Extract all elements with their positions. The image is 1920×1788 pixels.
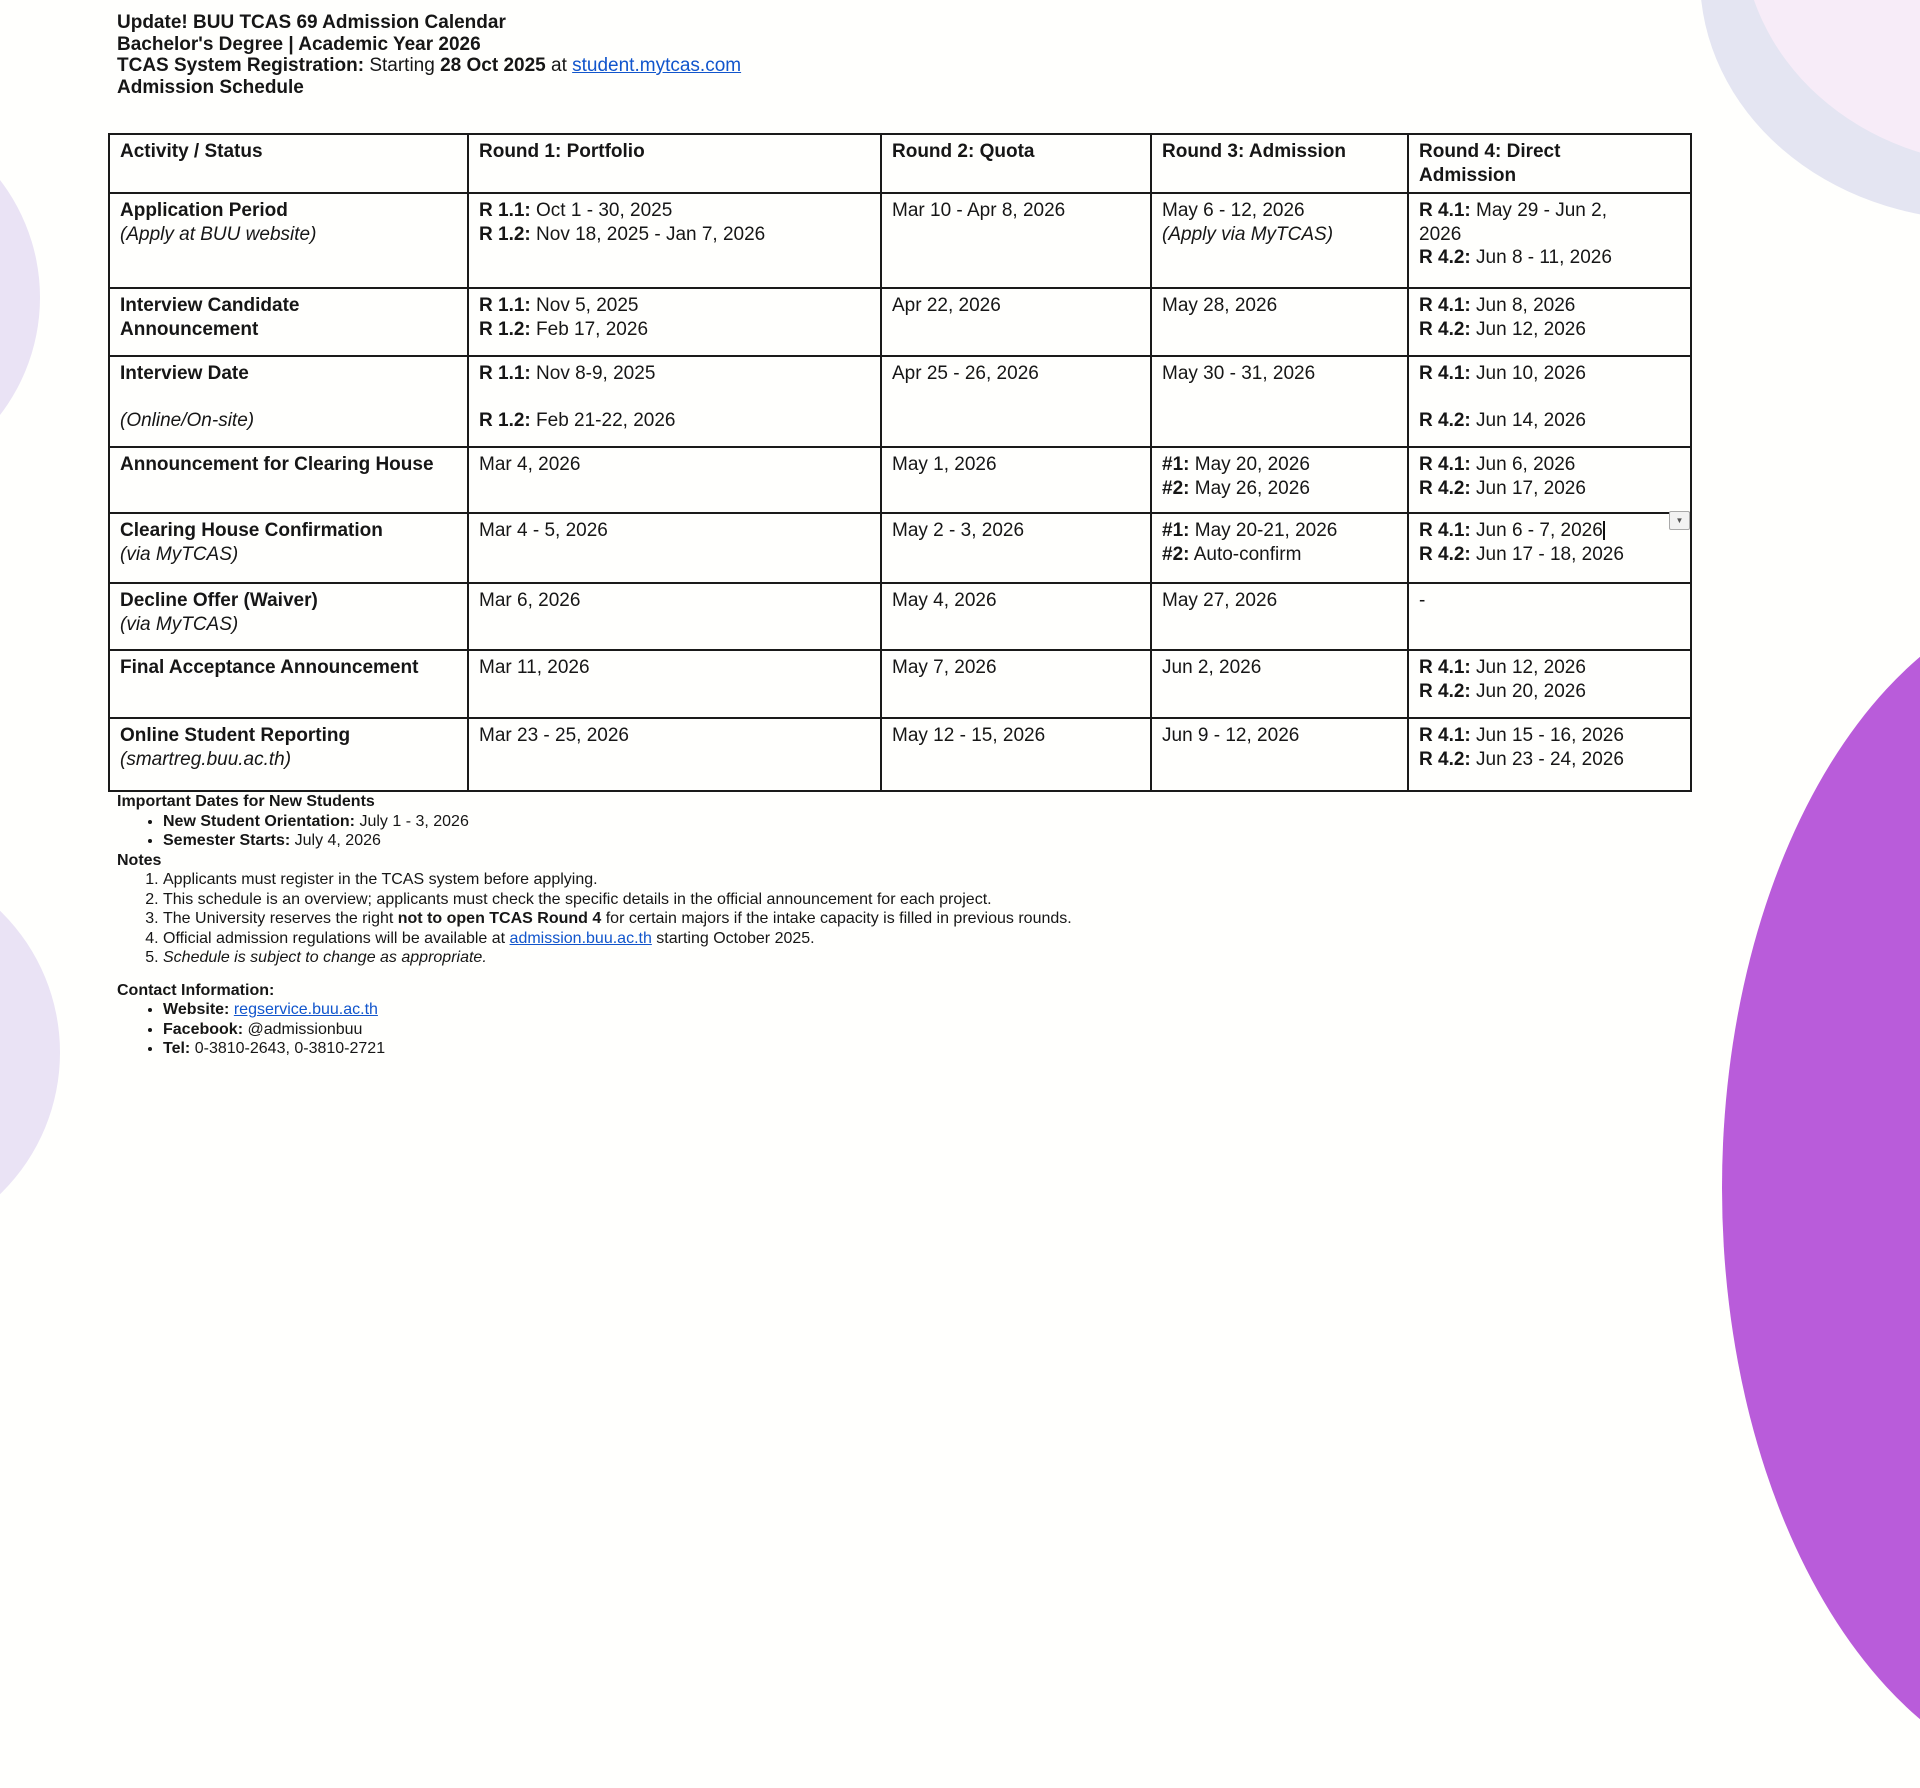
- important-date-item: • Semester Starts: July 4, 2026: [163, 831, 1072, 851]
- table-cell[interactable]: [1151, 583, 1408, 650]
- text-run: Jun 14, 2026: [1470, 410, 1586, 431]
- text-run: 0-3810-2643, 0-3810-2721: [194, 1040, 386, 1057]
- text-run: starting October 2025.: [651, 929, 815, 947]
- text-run: R 4.1:: [1419, 454, 1471, 475]
- cell-line: [1162, 519, 1397, 543]
- text-run: May 27, 2026: [1162, 590, 1278, 611]
- cell-line: [479, 386, 870, 410]
- cell-line: [1162, 199, 1397, 223]
- cell-line: [479, 589, 870, 613]
- note-item: [163, 870, 1072, 890]
- cell-line: [1162, 589, 1397, 613]
- text-run: May 6 - 12, 2026: [1162, 200, 1305, 221]
- cell-line: [120, 519, 457, 543]
- text-run: Final Acceptance Announcement: [120, 657, 419, 678]
- cell-line: [120, 613, 457, 637]
- text-run: The University reserves the right: [163, 910, 398, 927]
- text-run: R 4.2:: [1419, 318, 1471, 340]
- cell-line: [892, 519, 1140, 543]
- cell-line: [892, 453, 1140, 477]
- text-run: Auto-confirm: [1189, 543, 1302, 565]
- text-run: May 1, 2026: [892, 454, 997, 475]
- cell-line: [1419, 409, 1680, 433]
- column-header[interactable]: [881, 134, 1151, 193]
- text-run: Jun 12, 2026: [1470, 318, 1586, 340]
- text-run: Admission: [1419, 164, 1517, 186]
- text-cursor: [1603, 521, 1605, 540]
- cell-line: [479, 294, 870, 318]
- text-run: R 4.1:: [1419, 520, 1471, 541]
- item-label: Semester Starts:: [163, 832, 291, 849]
- contact-item: [163, 1000, 1072, 1020]
- cell-line: [479, 656, 870, 680]
- important-dates-list: [117, 812, 1072, 851]
- cell-line: [892, 362, 1140, 386]
- text-run: Round 3: Admission: [1162, 141, 1347, 162]
- text-run: Jun 10, 2026: [1470, 363, 1586, 384]
- cell-line: [479, 519, 870, 543]
- text-run: (via MyTCAS): [120, 543, 239, 565]
- registration-date: 28 Oct 2025: [440, 55, 546, 76]
- cell-line: [1419, 140, 1680, 164]
- text-run: Round 1: Portfolio: [479, 141, 645, 162]
- cell-line: [120, 453, 457, 477]
- table-cell[interactable]: [468, 513, 881, 583]
- text-run: Round 2: Quota: [892, 141, 1035, 162]
- cell-line: [1419, 543, 1680, 567]
- cell-line: [1419, 589, 1680, 613]
- table-cell[interactable]: [1151, 718, 1408, 791]
- chevron-down-icon: ▼: [1675, 516, 1684, 525]
- link[interactable]: regservice.buu.ac.th: [233, 1001, 378, 1018]
- note-item: [163, 948, 1072, 968]
- text-run: @admissionbuu: [247, 1020, 363, 1038]
- text-run: R 1.1:: [479, 295, 531, 316]
- cell-line: [479, 724, 870, 748]
- cell-line: [1162, 223, 1397, 247]
- text-run: R 4.1:: [1419, 295, 1471, 316]
- text-run: (smartreg.buu.ac.th): [120, 748, 292, 770]
- cell-line: [1419, 362, 1680, 386]
- table-cell[interactable]: [881, 447, 1151, 513]
- cell-line: [1419, 164, 1680, 188]
- text-run: Nov 18, 2025 - Jan 7, 2026: [530, 223, 766, 245]
- cell-line: [1162, 140, 1397, 164]
- doc-title: Update! BUU TCAS 69 Admission Calendar: [117, 12, 506, 33]
- table-cell[interactable]: [1408, 356, 1691, 447]
- text-run: Mar 4, 2026: [479, 454, 581, 475]
- text-run: Jun 17 - 18, 2026: [1470, 543, 1624, 565]
- text-run: R 1.1:: [479, 363, 531, 384]
- schedule-heading: Admission Schedule: [117, 76, 304, 98]
- cell-line: [120, 223, 457, 247]
- table-cell[interactable]: [109, 193, 468, 288]
- table-row: [109, 356, 1691, 447]
- table-row: [109, 513, 1691, 583]
- table-row: [109, 650, 1691, 718]
- cell-line: [479, 362, 870, 386]
- text-run: Interview Date: [120, 363, 249, 384]
- text-run: Application Period: [120, 200, 288, 221]
- mytcas-link[interactable]: student.mytcas.com: [572, 55, 742, 76]
- table-row: [109, 583, 1691, 650]
- text-run: #1:: [1162, 454, 1190, 475]
- text-run: for certain majors if the intake capacity is filled in previous rounds.: [601, 910, 1072, 927]
- text-run: R 1.2:: [479, 410, 531, 431]
- text-run: not to open TCAS Round 4: [397, 910, 602, 927]
- cell-line: [1162, 477, 1397, 501]
- item-label: Tel:: [163, 1040, 191, 1057]
- cell-line: [1419, 656, 1680, 680]
- table-cell[interactable]: [881, 513, 1151, 583]
- cell-line: [892, 140, 1140, 164]
- text-run: Interview Candidate: [120, 295, 300, 316]
- text-run: Nov 8-9, 2025: [530, 363, 656, 384]
- text-run: May 7, 2026: [892, 657, 997, 678]
- text-run: Mar 4 - 5, 2026: [479, 520, 608, 541]
- text-run: (via MyTCAS): [120, 613, 239, 635]
- text-run: May 20, 2026: [1189, 454, 1310, 475]
- note-item: [163, 929, 1072, 949]
- text-run: Feb 21-22, 2026: [530, 410, 676, 431]
- table-cell[interactable]: [468, 288, 881, 356]
- column-header[interactable]: [109, 134, 468, 193]
- table-cell[interactable]: [109, 650, 468, 718]
- cell-line: [120, 199, 457, 223]
- contact-item: [163, 1039, 1072, 1059]
- contact-section: [117, 981, 1072, 1059]
- cell-line: [1162, 543, 1397, 567]
- cell-line: [479, 223, 870, 247]
- cell-line: [892, 199, 1140, 223]
- text-run: Apr 25 - 26, 2026: [892, 363, 1039, 384]
- cell-line: [479, 140, 870, 164]
- cell-line: [892, 294, 1140, 318]
- text-run: Jun 12, 2026: [1470, 657, 1586, 678]
- text-run: 2026: [1419, 223, 1462, 245]
- cell-line: [1419, 680, 1680, 704]
- text-run: This schedule is an overview; applicants must check the specific details in the official announcement for each project.: [163, 890, 992, 908]
- cell-line: [1162, 656, 1397, 680]
- text-run: Jun 6, 2026: [1470, 454, 1576, 475]
- text-run: May 20-21, 2026: [1189, 520, 1338, 541]
- text-run: Online Student Reporting: [120, 725, 351, 746]
- notes-list: [117, 870, 1072, 968]
- table-row: [109, 193, 1691, 288]
- contact-heading: Contact Information:: [117, 981, 275, 999]
- link[interactable]: admission.buu.ac.th: [509, 929, 652, 947]
- cell-line: [120, 140, 457, 164]
- table-cell[interactable]: [109, 513, 468, 583]
- table-cell[interactable]: [1408, 447, 1691, 513]
- bottom-sections: [117, 792, 1072, 1059]
- table-cell[interactable]: [881, 288, 1151, 356]
- cell-line: [120, 409, 457, 433]
- cell-line: [479, 453, 870, 477]
- text-run: R 4.2:: [1419, 410, 1471, 431]
- text-run: (Online/On-site): [120, 410, 255, 431]
- table-cell[interactable]: [881, 193, 1151, 288]
- table-cell[interactable]: [1151, 356, 1408, 447]
- cell-line: [120, 386, 457, 410]
- table-cell[interactable]: [468, 650, 881, 718]
- text-run: R 4.1:: [1419, 725, 1471, 746]
- table-cell[interactable]: [1408, 650, 1691, 718]
- text-run: Jun 23 - 24, 2026: [1470, 748, 1624, 770]
- important-date-item: • New Student Orientation: July 1 - 3, 2026: [163, 812, 1072, 832]
- text-run: Jun 8 - 11, 2026: [1470, 247, 1612, 268]
- table-cell[interactable]: [881, 718, 1151, 791]
- text-run: R 1.2:: [479, 223, 531, 245]
- doc-subtitle: Bachelor's Degree | Academic Year 2026: [117, 33, 481, 55]
- table-body: [109, 193, 1691, 791]
- item-label: Facebook:: [163, 1020, 244, 1038]
- text-run: R 4.1:: [1419, 200, 1471, 221]
- note-item: [163, 909, 1072, 929]
- text-run: Round 4: Direct: [1419, 141, 1561, 162]
- table-cell[interactable]: [109, 288, 468, 356]
- cell-line: [1419, 318, 1680, 342]
- cell-line: [1419, 724, 1680, 748]
- cell-line: [892, 724, 1140, 748]
- text-run: Applicants must register in the TCAS system before applying.: [163, 871, 598, 888]
- text-run: R 4.2:: [1419, 680, 1471, 702]
- cell-line: [1419, 386, 1680, 410]
- text-run: R 1.1:: [479, 200, 531, 221]
- text-run: Nov 5, 2025: [530, 295, 639, 316]
- text-run: Decline Offer (Waiver): [120, 590, 318, 611]
- text-run: R 1.2:: [479, 318, 531, 340]
- text-run: Official admission regulations will be available at: [163, 929, 510, 947]
- column-header[interactable]: [468, 134, 881, 193]
- table-cell[interactable]: [1408, 718, 1691, 791]
- cell-line: [1162, 453, 1397, 477]
- text-run: Feb 17, 2026: [530, 318, 649, 340]
- text-run: R 4.2:: [1419, 247, 1471, 268]
- text-run: May 12 - 15, 2026: [892, 725, 1046, 746]
- cell-line: [120, 362, 457, 386]
- decorative-circle-left-top: [0, 105, 40, 490]
- text-run: #2:: [1162, 477, 1190, 499]
- table-cell[interactable]: [1408, 583, 1691, 650]
- column-header[interactable]: [1408, 134, 1691, 193]
- text-run: R 4.2:: [1419, 477, 1471, 499]
- table-cell[interactable]: [1151, 650, 1408, 718]
- cell-line: [120, 724, 457, 748]
- registration-connector: at: [545, 55, 573, 76]
- text-run: Activity / Status: [120, 141, 263, 162]
- text-run: Jun 20, 2026: [1470, 680, 1586, 702]
- table-cell[interactable]: [468, 447, 881, 513]
- table-cell[interactable]: [1151, 513, 1408, 583]
- table-row: [109, 447, 1691, 513]
- cell-line: [892, 656, 1140, 680]
- admission-schedule-table: [108, 133, 1692, 792]
- column-header[interactable]: [1151, 134, 1408, 193]
- text-run: Mar 6, 2026: [479, 590, 581, 611]
- text-run: Jun 2, 2026: [1162, 657, 1262, 678]
- cell-line: [120, 543, 457, 567]
- table-row: [109, 718, 1691, 791]
- item-label: New Student Orientation:: [163, 812, 355, 830]
- cell-line: [120, 589, 457, 613]
- text-run: Mar 10 - Apr 8, 2026: [892, 200, 1066, 221]
- table-cell[interactable]: [109, 583, 468, 650]
- registration-line: [117, 55, 741, 77]
- contact-item: [163, 1020, 1072, 1040]
- text-run: Schedule is subject to change as appropriate.: [163, 949, 487, 966]
- cell-line: [1419, 748, 1680, 772]
- table-cell[interactable]: [468, 356, 881, 447]
- cell-line: [479, 318, 870, 342]
- table-row: [109, 288, 1691, 356]
- cell-line: [1419, 246, 1680, 270]
- cell-line: [1419, 223, 1680, 247]
- text-run: Jun 9 - 12, 2026: [1162, 725, 1300, 746]
- text-run: Jun 8, 2026: [1470, 295, 1576, 316]
- table-cell[interactable]: [881, 356, 1151, 447]
- table-cell[interactable]: [881, 583, 1151, 650]
- text-run: Jun 15 - 16, 2026: [1470, 725, 1624, 746]
- cell-line: [120, 748, 457, 772]
- cell-line: [1162, 362, 1397, 386]
- text-run: Mar 23 - 25, 2026: [479, 725, 629, 746]
- text-run: May 4, 2026: [892, 590, 997, 611]
- cell-line: [479, 199, 870, 223]
- text-run: (Apply via MyTCAS): [1162, 223, 1334, 245]
- document-header: [117, 12, 741, 98]
- cell-line: [1419, 519, 1680, 543]
- table-cell[interactable]: [881, 650, 1151, 718]
- note-item: [163, 890, 1072, 910]
- table-cell[interactable]: [1408, 288, 1691, 356]
- text-run: #2:: [1162, 543, 1190, 565]
- registration-label: TCAS System Registration:: [117, 55, 365, 76]
- text-run: (Apply at BUU website): [120, 223, 317, 245]
- text-run: May 2 - 3, 2026: [892, 520, 1025, 541]
- text-run: May 26, 2026: [1189, 477, 1310, 499]
- cell-line: [1162, 294, 1397, 318]
- text-run: Apr 22, 2026: [892, 295, 1001, 316]
- text-run: Jun 6 - 7, 2026: [1470, 520, 1603, 541]
- cell-line: [120, 294, 457, 318]
- table-cell[interactable]: [468, 718, 881, 791]
- cell-line: [1419, 294, 1680, 318]
- decorative-circle-left-bottom: [0, 855, 60, 1250]
- cell-line: [1419, 477, 1680, 501]
- table-head: [109, 134, 1691, 193]
- text-run: -: [1419, 590, 1426, 611]
- table-cell[interactable]: [109, 356, 468, 447]
- table-cell[interactable]: [468, 583, 881, 650]
- table-cell[interactable]: [109, 718, 468, 791]
- text-run: R 4.2:: [1419, 748, 1471, 770]
- cell-line: [1162, 724, 1397, 748]
- cell-line: [120, 656, 457, 680]
- notes-heading: Notes: [117, 851, 162, 869]
- table-cell[interactable]: [109, 447, 468, 513]
- registration-text: Starting: [364, 55, 441, 76]
- text-run: R 4.1:: [1419, 363, 1471, 384]
- text-run: Announcement for Clearing House: [120, 454, 434, 475]
- text-run: Announcement: [120, 318, 259, 340]
- table-cell[interactable]: [468, 193, 881, 288]
- text-run: Clearing House Confirmation: [120, 520, 383, 541]
- table-cell[interactable]: [1408, 513, 1691, 583]
- cell-line: [1419, 199, 1680, 223]
- important-dates-heading: Important Dates for New Students: [117, 793, 375, 810]
- cell-dropdown-button[interactable]: [1669, 511, 1690, 530]
- cell-line: [1419, 453, 1680, 477]
- text-run: May 30 - 31, 2026: [1162, 363, 1316, 384]
- text-run: May 29 - Jun 2,: [1470, 200, 1607, 221]
- contact-list: [117, 1000, 1072, 1059]
- cell-line: [120, 318, 457, 342]
- table-cell[interactable]: [1151, 447, 1408, 513]
- table-cell[interactable]: [1408, 193, 1691, 288]
- text-run: Jun 17, 2026: [1470, 477, 1586, 499]
- text-run: R 4.1:: [1419, 657, 1471, 678]
- text-run: Mar 11, 2026: [479, 657, 590, 678]
- text-run: Oct 1 - 30, 2025: [530, 200, 673, 221]
- text-run: R 4.2:: [1419, 543, 1471, 565]
- decorative-circle-bottom-right-purple: [1722, 588, 1920, 1788]
- text-run: #1:: [1162, 520, 1190, 541]
- item-label: Website:: [163, 1001, 230, 1018]
- text-run: May 28, 2026: [1162, 295, 1278, 316]
- table-header-row: [109, 134, 1691, 193]
- table-cell[interactable]: [1151, 288, 1408, 356]
- cell-line: [479, 409, 870, 433]
- cell-line: [892, 589, 1140, 613]
- table-cell[interactable]: [1151, 193, 1408, 288]
